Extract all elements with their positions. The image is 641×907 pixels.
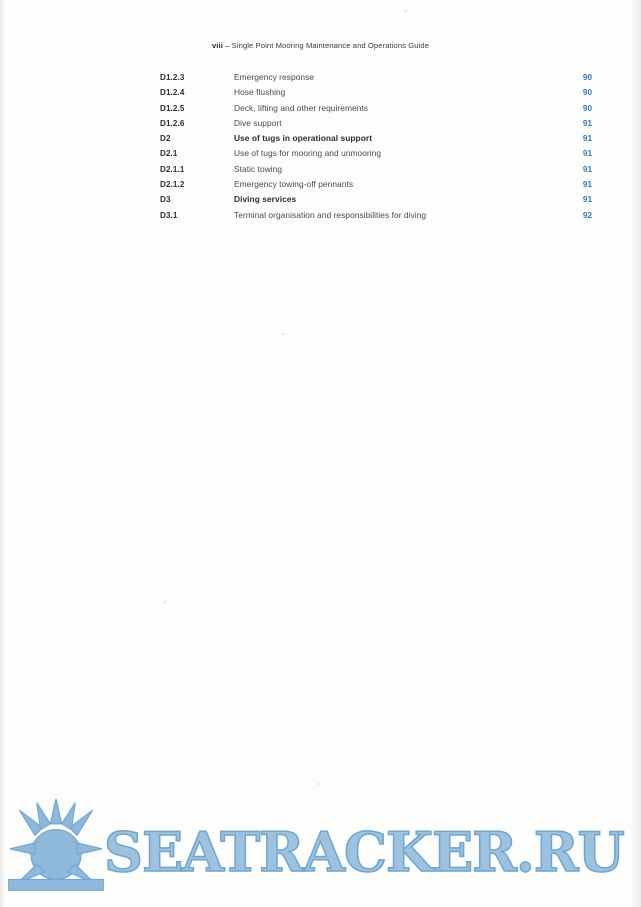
table-of-contents xyxy=(160,72,592,225)
toc-row-number: D1.2.5 xyxy=(160,103,185,113)
toc-row-page: 91 xyxy=(582,149,592,159)
toc-row-page: 91 xyxy=(582,164,592,174)
running-head xyxy=(0,41,641,50)
toc-row[interactable] xyxy=(160,194,592,209)
scan-speckle xyxy=(318,783,320,785)
toc-row-title: Static towing xyxy=(234,163,283,174)
scan-speckle xyxy=(164,601,166,604)
toc-row-page: 90 xyxy=(582,88,592,98)
running-head-separator: – xyxy=(225,41,230,50)
toc-row-page: 92 xyxy=(582,210,592,220)
watermark xyxy=(0,789,641,899)
scan-speckle xyxy=(404,10,407,12)
toc-row[interactable] xyxy=(160,210,592,225)
toc-row[interactable] xyxy=(160,72,592,87)
toc-row-title: Terminal organisation and responsibilities for diving xyxy=(234,209,427,220)
toc-row-page: 91 xyxy=(582,118,592,128)
toc-row-number: D1.2.6 xyxy=(160,118,185,128)
toc-row-page: 90 xyxy=(582,73,592,82)
toc-row[interactable] xyxy=(160,179,592,194)
toc-row-title: Hose flushing xyxy=(234,87,286,98)
sun-burst-icon xyxy=(8,795,104,891)
toc-row[interactable] xyxy=(160,164,592,179)
toc-row-title: Emergency towing-off pennants xyxy=(234,179,354,190)
running-head-title: Single Point Mooring Maintenance and Operations Guide xyxy=(231,41,430,50)
toc-row[interactable] xyxy=(160,133,592,148)
toc-row-number: D2 xyxy=(160,134,171,144)
toc-row-number: D1.2.3 xyxy=(160,73,185,82)
toc-row-page: 91 xyxy=(582,180,592,190)
toc-row[interactable] xyxy=(160,118,592,133)
scan-speckle xyxy=(282,333,284,335)
watermark-text: SEATRACKER.RU xyxy=(104,820,624,884)
toc-row-title: Emergency response xyxy=(234,72,315,82)
toc-row-number: D2.1 xyxy=(160,149,178,159)
toc-row-number: D2.1.1 xyxy=(160,164,185,174)
page-folio: viii xyxy=(211,41,223,50)
toc-row-title: Use of tugs in operational support xyxy=(234,133,373,144)
toc-row-number: D1.2.4 xyxy=(160,88,185,98)
toc-row-page: 91 xyxy=(582,134,592,144)
toc-row[interactable] xyxy=(160,103,592,118)
toc-row[interactable] xyxy=(160,87,592,102)
toc-row-title: Use of tugs for mooring and unmooring xyxy=(234,148,382,159)
toc-row-title: Dive support xyxy=(234,117,282,128)
toc-row[interactable] xyxy=(160,148,592,163)
toc-row-number: D2.1.2 xyxy=(160,180,185,190)
toc-row-title: Deck, lifting and other requirements xyxy=(234,102,369,113)
toc-row-page: 90 xyxy=(582,103,592,113)
toc-row-title: Diving services xyxy=(234,194,297,205)
toc-row-page: 91 xyxy=(582,195,592,205)
toc-row-number: D3.1 xyxy=(160,210,178,220)
toc-row-number: D3 xyxy=(160,195,171,205)
